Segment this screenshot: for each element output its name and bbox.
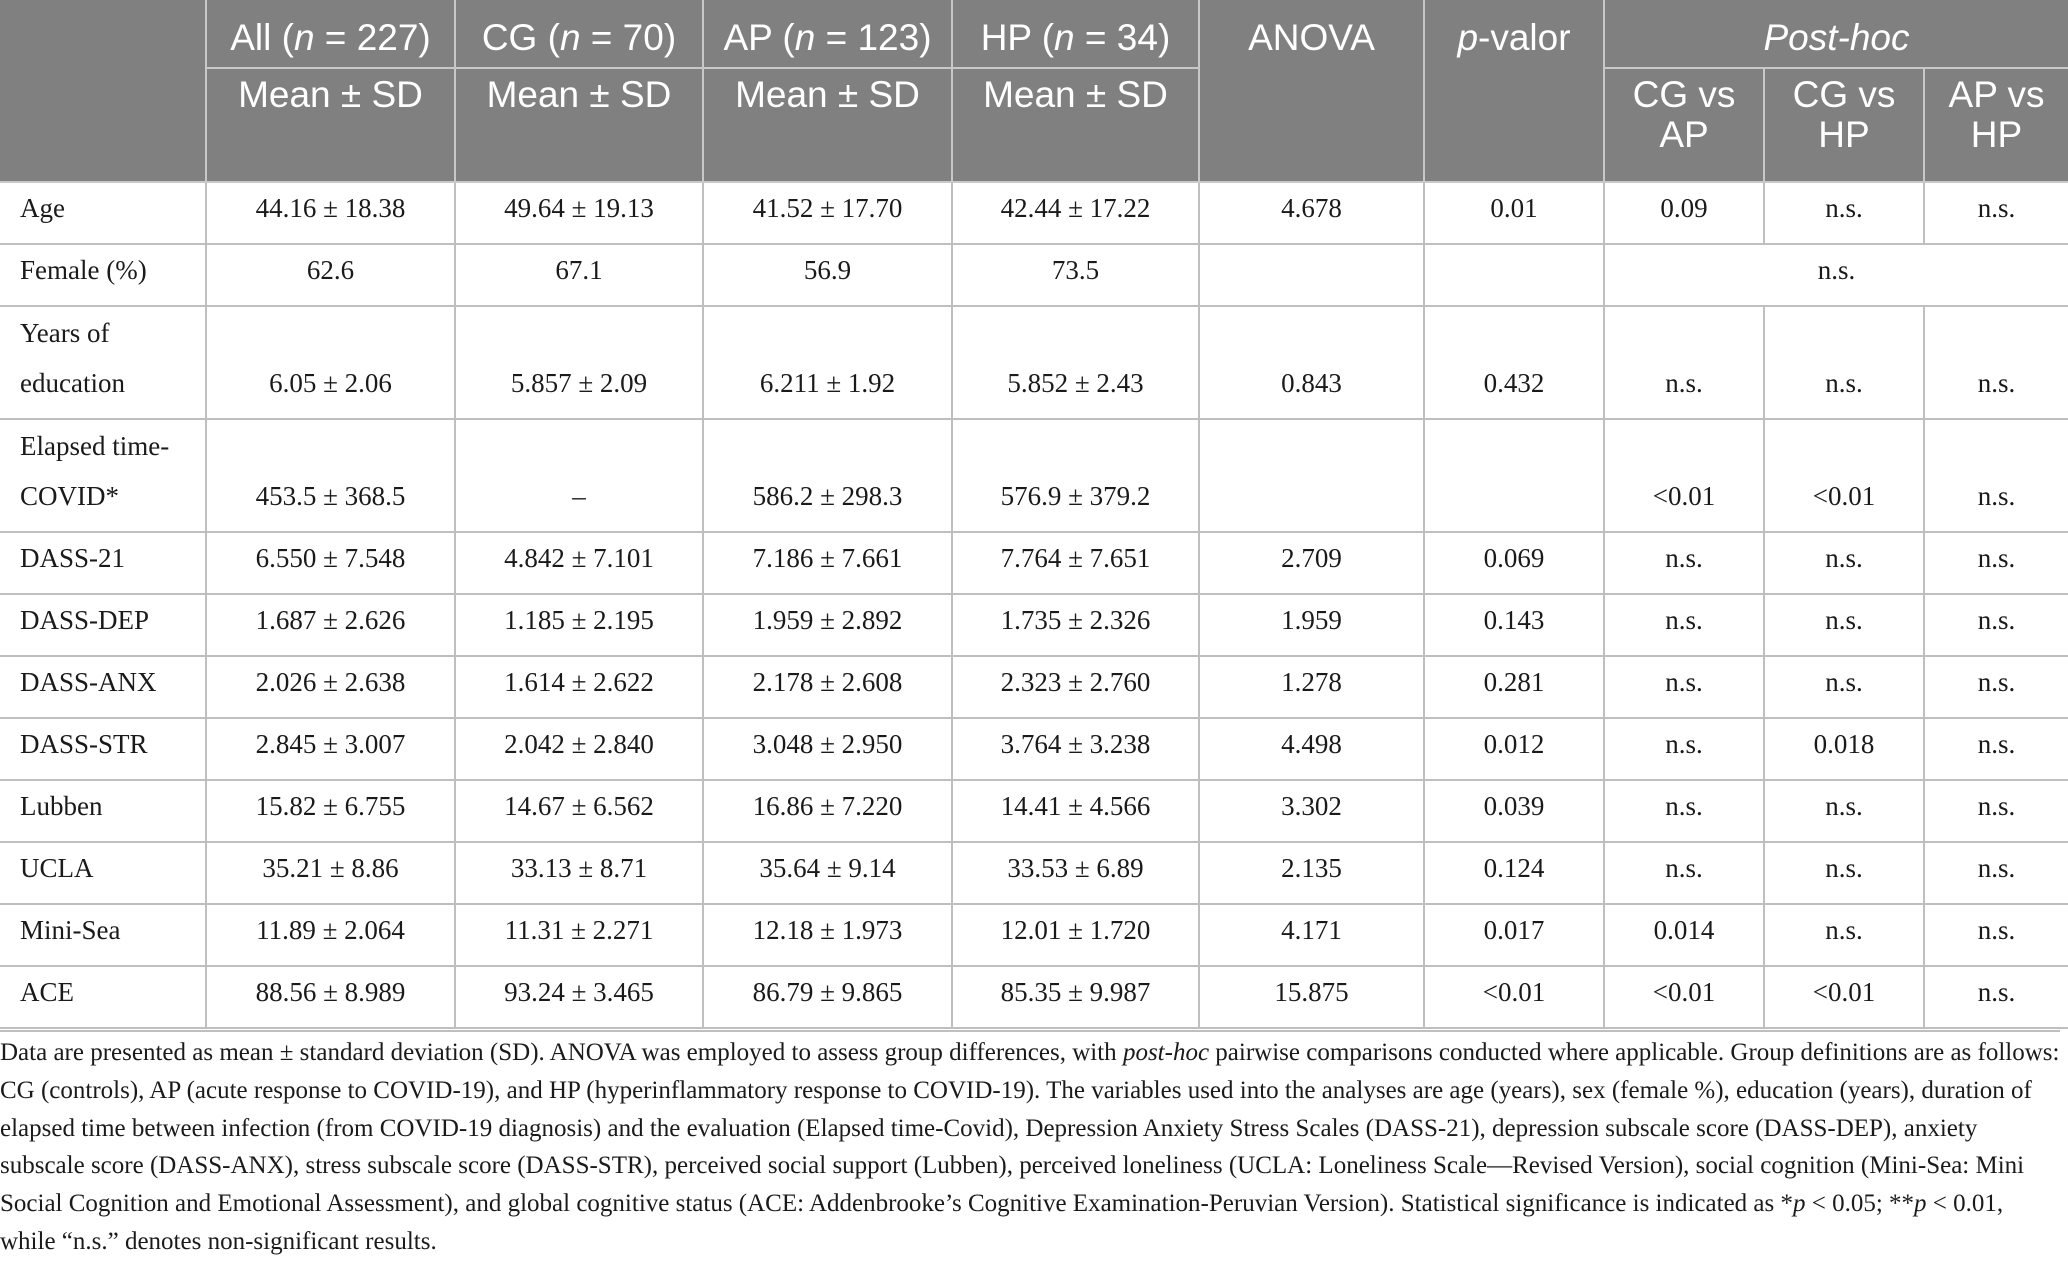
row-label: DASS-STR <box>0 718 206 780</box>
cell-ap: 3.048 ± 2.950 <box>703 718 952 780</box>
cell-all: 1.687 ± 2.626 <box>206 594 455 656</box>
cell-all: 15.82 ± 6.755 <box>206 780 455 842</box>
table-row-ucla <box>0 842 2068 904</box>
cell-anova: 1.278 <box>1199 656 1424 718</box>
cell-ap: 16.86 ± 7.220 <box>703 780 952 842</box>
cell-ap-hp: n.s. <box>1924 656 2068 718</box>
cell-cg: 1.614 ± 2.622 <box>455 656 703 718</box>
footnote-text: Data are presented as mean ± standard deviation (SD). ANOVA was employed to assess group differences, with <box>0 1039 1123 1066</box>
table-row-ace <box>0 966 2068 1028</box>
cell-p: 0.124 <box>1424 842 1604 904</box>
header-stat-all: Mean ± SD <box>206 68 455 182</box>
cell-ap-hp: n.s. <box>1924 842 2068 904</box>
cell-cg: 2.042 ± 2.840 <box>455 718 703 780</box>
row-label: Female (%) <box>0 244 206 306</box>
cell-ap: 35.64 ± 9.14 <box>703 842 952 904</box>
cell-hp: 85.35 ± 9.987 <box>952 966 1199 1028</box>
cell-hp: 2.323 ± 2.760 <box>952 656 1199 718</box>
header-posthoc-cg-hp: CG vs HP <box>1764 68 1924 182</box>
cell-anova: 4.171 <box>1199 904 1424 966</box>
cell-cg-hp: n.s. <box>1764 904 1924 966</box>
cell-ap: 86.79 ± 9.865 <box>703 966 952 1028</box>
cell-anova: 3.302 <box>1199 780 1424 842</box>
cell-ap: 6.211 ± 1.92 <box>703 306 952 419</box>
footnote-italic: post-hoc <box>1122 1039 1210 1066</box>
cell-cg-ap: <0.01 <box>1604 966 1764 1028</box>
cell-cg-hp: 0.018 <box>1764 718 1924 780</box>
cell-p <box>1424 244 1604 306</box>
row-label: Years of education <box>0 306 206 419</box>
cell-anova: 0.843 <box>1199 306 1424 419</box>
row-label: UCLA <box>0 842 206 904</box>
cell-cg: 67.1 <box>455 244 703 306</box>
cell-anova: 2.709 <box>1199 532 1424 594</box>
cell-cg-hp: n.s. <box>1764 842 1924 904</box>
cell-all: 88.56 ± 8.989 <box>206 966 455 1028</box>
cell-cg-ap: n.s. <box>1604 306 1764 419</box>
cell-cg-ap: n.s. <box>1604 780 1764 842</box>
header-row-groups <box>0 0 2068 68</box>
table-row-female <box>0 244 2068 306</box>
table-row-education <box>0 306 2068 419</box>
cell-ap-hp: n.s. <box>1924 532 2068 594</box>
row-label: Lubben <box>0 780 206 842</box>
cell-cg-hp: n.s. <box>1764 182 1924 244</box>
cell-hp: 5.852 ± 2.43 <box>952 306 1199 419</box>
cell-ap: 7.186 ± 7.661 <box>703 532 952 594</box>
footnote-italic: p <box>1793 1190 1806 1218</box>
cell-ap: 41.52 ± 17.70 <box>703 182 952 244</box>
row-label: Age <box>0 182 206 244</box>
cell-p: 0.039 <box>1424 780 1604 842</box>
cell-cg: – <box>455 419 703 532</box>
cell-hp: 1.735 ± 2.326 <box>952 594 1199 656</box>
cell-anova: 2.135 <box>1199 842 1424 904</box>
header-row-stats <box>0 68 2068 182</box>
footnote-text: pairwise comparisons conducted where applicable. Group definitions are as follows: CG (controls), AP (acute response to COVID-19), and HP (hyperinflammatory response to COVID-19). The variables used into the analyses are age (years), sex (female %), education (years), duration of elapsed time between infection (from COVID-19 diagnosis) and the evaluation (Elapsed time-Covid), Depression Anxiety Stress Scales (DASS-21), depression subscale score (DASS-DEP), anxiety subscale score (DASS-ANX), stress subscale score (DASS-STR), perceived social support (Lubben), perceived loneliness (UCLA: Loneliness Scale—Revised Version), social cognition (Mini-Sea: Mini Social Cognition and Emotional Assessment), and global cognitive status (ACE: Addenbrooke’s Cognitive Examination-Peruvian Version). Statistical significance is indicated as * <box>0 1039 2060 1218</box>
cell-p: 0.01 <box>1424 182 1604 244</box>
cell-ap: 56.9 <box>703 244 952 306</box>
header-variable-blank <box>0 0 206 182</box>
cell-cg-hp: n.s. <box>1764 532 1924 594</box>
cell-hp: 3.764 ± 3.238 <box>952 718 1199 780</box>
cell-anova <box>1199 244 1424 306</box>
row-label: ACE <box>0 966 206 1028</box>
cell-p: <0.01 <box>1424 966 1604 1028</box>
header-stat-hp: Mean ± SD <box>952 68 1199 182</box>
header-stat-ap: Mean ± SD <box>703 68 952 182</box>
cell-cg-hp: n.s. <box>1764 594 1924 656</box>
cell-anova: 1.959 <box>1199 594 1424 656</box>
cell-all: 2.026 ± 2.638 <box>206 656 455 718</box>
table-row-dass-dep <box>0 594 2068 656</box>
table-row-dass21 <box>0 532 2068 594</box>
cell-ap-hp: n.s. <box>1924 419 2068 532</box>
cell-anova: 4.498 <box>1199 718 1424 780</box>
cell-ap-hp: n.s. <box>1924 182 2068 244</box>
cell-cg: 4.842 ± 7.101 <box>455 532 703 594</box>
cell-all: 6.550 ± 7.548 <box>206 532 455 594</box>
cell-ap-hp: n.s. <box>1924 904 2068 966</box>
cell-hp: 73.5 <box>952 244 1199 306</box>
footnote-text: < 0.01, while “n.s.” denotes non-significant results. <box>0 1190 2004 1255</box>
table-footnote <box>0 1030 2060 1261</box>
cell-cg-hp: n.s. <box>1764 656 1924 718</box>
table-row-dass-anx <box>0 656 2068 718</box>
cell-all: 2.845 ± 3.007 <box>206 718 455 780</box>
cell-all: 6.05 ± 2.06 <box>206 306 455 419</box>
cell-ap: 586.2 ± 298.3 <box>703 419 952 532</box>
cell-hp: 7.764 ± 7.651 <box>952 532 1199 594</box>
cell-ap-hp: n.s. <box>1924 780 2068 842</box>
cell-hp: 576.9 ± 379.2 <box>952 419 1199 532</box>
header-ap: AP (n = 123) <box>703 0 952 68</box>
cell-ap-hp: n.s. <box>1924 594 2068 656</box>
cell-p: 0.432 <box>1424 306 1604 419</box>
cell-ap: 1.959 ± 2.892 <box>703 594 952 656</box>
table-row-elapsed-time <box>0 419 2068 532</box>
cell-cg: 14.67 ± 6.562 <box>455 780 703 842</box>
cell-cg-ap: <0.01 <box>1604 419 1764 532</box>
cell-cg-ap: 0.09 <box>1604 182 1764 244</box>
table-row-lubben <box>0 780 2068 842</box>
cell-anova: 15.875 <box>1199 966 1424 1028</box>
cell-ap-hp: n.s. <box>1924 718 2068 780</box>
table-row-age <box>0 182 2068 244</box>
row-label: DASS-21 <box>0 532 206 594</box>
cell-cg: 49.64 ± 19.13 <box>455 182 703 244</box>
cell-p: 0.069 <box>1424 532 1604 594</box>
cell-p: 0.012 <box>1424 718 1604 780</box>
cell-p: 0.017 <box>1424 904 1604 966</box>
cell-ap-hp: n.s. <box>1924 966 2068 1028</box>
cell-cg-ap: n.s. <box>1604 718 1764 780</box>
header-all: All (n = 227) <box>206 0 455 68</box>
cell-cg: 11.31 ± 2.271 <box>455 904 703 966</box>
cell-all: 62.6 <box>206 244 455 306</box>
cell-cg-ap: n.s. <box>1604 532 1764 594</box>
cell-cg: 33.13 ± 8.71 <box>455 842 703 904</box>
row-label: Elapsed time-COVID* <box>0 419 206 532</box>
cell-cg-ap: n.s. <box>1604 594 1764 656</box>
cell-ap-hp: n.s. <box>1924 306 2068 419</box>
cell-hp: 42.44 ± 17.22 <box>952 182 1199 244</box>
cell-p <box>1424 419 1604 532</box>
cell-hp: 14.41 ± 4.566 <box>952 780 1199 842</box>
cell-cg-ap: 0.014 <box>1604 904 1764 966</box>
row-label: DASS-ANX <box>0 656 206 718</box>
cell-all: 44.16 ± 18.38 <box>206 182 455 244</box>
cell-cg-hp: n.s. <box>1764 780 1924 842</box>
cell-posthoc-merged: n.s. <box>1604 244 2068 306</box>
footnote-text: < 0.05; ** <box>1805 1190 1915 1218</box>
header-anova: ANOVA <box>1199 0 1424 182</box>
cell-all: 35.21 ± 8.86 <box>206 842 455 904</box>
table-row-dass-str <box>0 718 2068 780</box>
header-posthoc-cg-ap: CG vs AP <box>1604 68 1764 182</box>
cell-cg-hp: <0.01 <box>1764 419 1924 532</box>
cell-anova <box>1199 419 1424 532</box>
cell-cg-ap: n.s. <box>1604 842 1764 904</box>
cell-cg: 93.24 ± 3.465 <box>455 966 703 1028</box>
header-pvalor: p-valor <box>1424 0 1604 182</box>
cell-ap: 12.18 ± 1.973 <box>703 904 952 966</box>
header-cg: CG (n = 70) <box>455 0 703 68</box>
cell-all: 11.89 ± 2.064 <box>206 904 455 966</box>
table-row-mini-sea <box>0 904 2068 966</box>
cell-cg-hp: n.s. <box>1764 306 1924 419</box>
header-hp: HP (n = 34) <box>952 0 1199 68</box>
cell-cg: 1.185 ± 2.195 <box>455 594 703 656</box>
cell-p: 0.143 <box>1424 594 1604 656</box>
cell-cg: 5.857 ± 2.09 <box>455 306 703 419</box>
header-posthoc: Post-hoc <box>1604 0 2068 68</box>
cell-ap: 2.178 ± 2.608 <box>703 656 952 718</box>
cell-cg-hp: <0.01 <box>1764 966 1924 1028</box>
cell-cg-ap: n.s. <box>1604 656 1764 718</box>
footnote-italic: p <box>1914 1190 1927 1218</box>
cell-hp: 12.01 ± 1.720 <box>952 904 1199 966</box>
row-label: DASS-DEP <box>0 594 206 656</box>
row-label: Mini-Sea <box>0 904 206 966</box>
cell-anova: 4.678 <box>1199 182 1424 244</box>
header-posthoc-ap-hp: AP vs HP <box>1924 68 2068 182</box>
header-stat-cg: Mean ± SD <box>455 68 703 182</box>
cell-hp: 33.53 ± 6.89 <box>952 842 1199 904</box>
cell-p: 0.281 <box>1424 656 1604 718</box>
cell-all: 453.5 ± 368.5 <box>206 419 455 532</box>
